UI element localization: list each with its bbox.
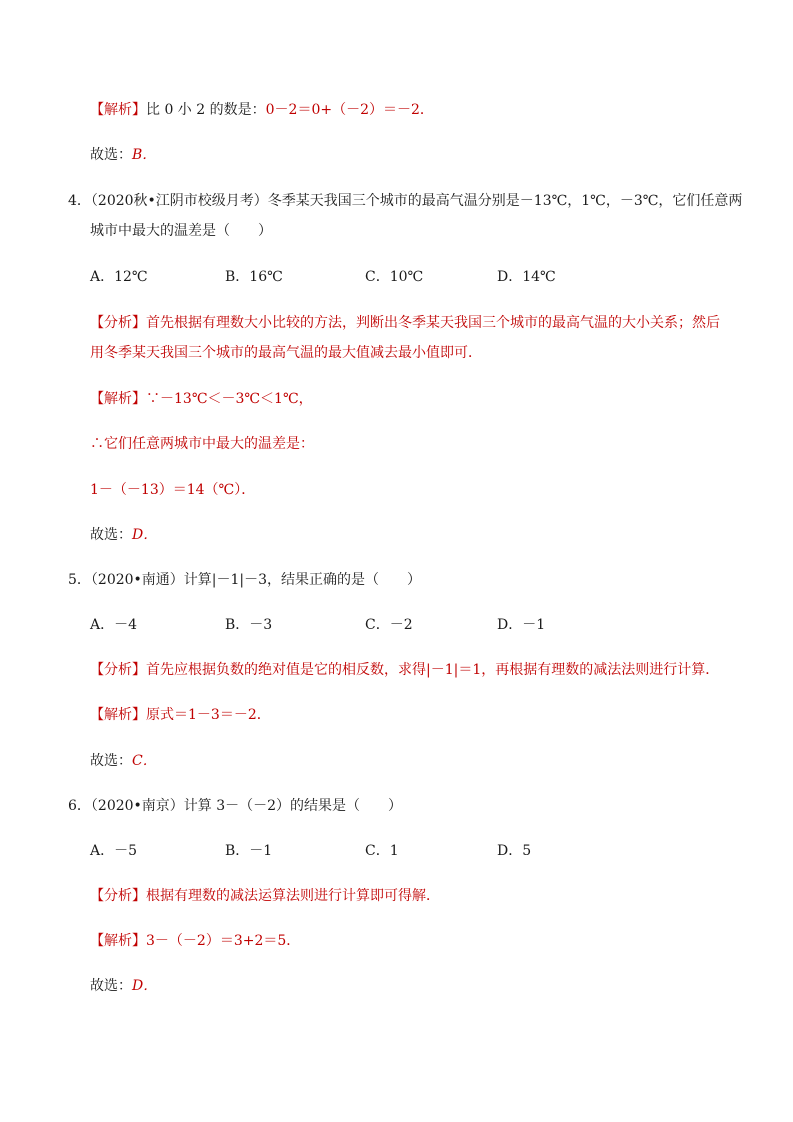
- q4-solution-line: [90, 389, 313, 409]
- q4-calc-line: 1－（－13）＝14（℃）．: [90, 482, 256, 498]
- q4-option-d: D．14℃: [497, 269, 556, 285]
- q6-option-c: C．1: [365, 843, 399, 859]
- solution-text: ∵－13℃＜－3℃＜1℃，: [146, 391, 313, 407]
- q6-solution-line: [90, 931, 300, 951]
- q3-choice-line: [90, 145, 156, 165]
- solution-text: 3－（－2）＝3+2＝5．: [146, 933, 301, 949]
- solution-tag: 【解析】: [90, 391, 146, 407]
- solution-formula: 0－2＝0+（－2）＝－2．: [265, 102, 434, 118]
- q4-choice-line: [90, 525, 157, 545]
- choice-label: 故选：: [90, 147, 132, 163]
- q5-option-b: B．－3: [225, 617, 273, 633]
- q6-option-b: B．－1: [225, 843, 273, 859]
- choice-answer: D．: [132, 978, 158, 994]
- q4-stem-line2: 城市中最大的温差是（ ）: [90, 223, 272, 239]
- q4-analysis-line2: 用冬季某天我国三个城市的最高气温的最大值减去最小值即可．: [90, 345, 482, 361]
- q3-solution-line: [90, 100, 434, 120]
- analysis-tag: 【分析】: [90, 315, 146, 331]
- analysis-text: 根据有理数的减法运算法则进行计算即可得解．: [146, 888, 440, 904]
- choice-label: 故选：: [90, 527, 132, 543]
- q4-analysis-line1: [90, 313, 720, 333]
- analysis-text: 首先根据有理数大小比较的方法，判断出冬季某天我国三个城市的最高气温的大小关系；然后: [146, 315, 720, 331]
- q4-option-c: C．10℃: [365, 269, 424, 285]
- q6-analysis-line: [90, 886, 440, 906]
- q4-options: [90, 267, 690, 287]
- q5-option-d: D．－1: [497, 617, 546, 633]
- q6-option-d: D．5: [497, 843, 532, 859]
- q5-option-c: C．－2: [365, 617, 413, 633]
- q5-options: [90, 615, 690, 635]
- q5-stem-line1: 5．（2020•南通）计算|－1|－3，结果正确的是（ ）: [68, 572, 422, 588]
- choice-answer: D．: [132, 527, 158, 543]
- q6-choice-line: [90, 976, 157, 996]
- q4-stem-line1: 4．（2020秋•江阴市校级月考）冬季某天我国三个城市的最高气温分别是－13℃，1℃，－3℃，它们任意两: [68, 193, 743, 209]
- q4-option-a: A．12℃: [90, 269, 148, 285]
- q5-analysis-line: [90, 660, 719, 680]
- solution-text: 原式＝1－3＝－2．: [146, 707, 271, 723]
- q5-choice-line: [90, 751, 157, 771]
- choice-label: 故选：: [90, 978, 132, 994]
- analysis-text: 首先应根据负数的绝对值是它的相反数，求得|－1|＝1，再根据有理数的减法法则进行计算．: [146, 662, 720, 678]
- analysis-tag: 【分析】: [90, 662, 146, 678]
- choice-answer: B．: [132, 147, 157, 163]
- q4-therefore-line: ∴它们任意两城市中最大的温差是：: [90, 436, 314, 452]
- solution-tag: 【解析】: [90, 102, 146, 118]
- choice-answer: C．: [132, 753, 157, 769]
- solution-text: 比 0 小 2 的数是：: [146, 102, 266, 118]
- q5-solution-line: [90, 705, 271, 725]
- q6-option-a: A．－5: [90, 843, 138, 859]
- solution-tag: 【解析】: [90, 933, 146, 949]
- solution-tag: 【解析】: [90, 707, 146, 723]
- q4-option-b: B．16℃: [225, 269, 283, 285]
- q6-stem-line1: 6．（2020•南京）计算 3－（－2）的结果是（ ）: [68, 798, 403, 814]
- q6-options: [90, 841, 690, 861]
- analysis-tag: 【分析】: [90, 888, 146, 904]
- q5-option-a: A．－4: [90, 617, 138, 633]
- choice-label: 故选：: [90, 753, 132, 769]
